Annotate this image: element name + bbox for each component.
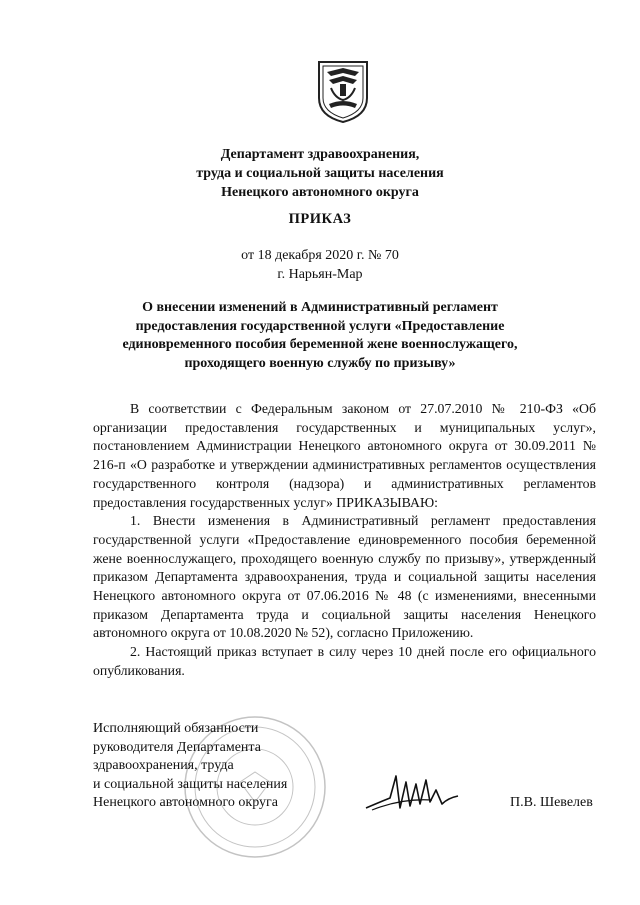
item-2-paragraph: 2. Настоящий приказ вступает в силу через 10 дней после его официального опубликования.: [93, 644, 596, 678]
signatory-title-line: и социальной защиты населения: [93, 776, 288, 792]
document-body: [93, 400, 596, 681]
document-type: ПРИКАЗ: [288, 211, 352, 227]
preamble-paragraph: В соответствии с Федеральным законом от 27.07.2010 № 210-ФЗ «Об организации предоставления государственных и муниципальных услуг», постановлением Администрации Ненецкого автономного округа от 30.09.2011 № 216-п «О разработке и утверждении административных регламентов осуществления государственного контроля (надзора) и административных регламентов предоставления государственных услуг» ПРИКАЗЫВАЮ:: [93, 401, 596, 510]
organization-header: [0, 145, 640, 202]
document-city: г. Нарьян-Мар: [277, 267, 363, 282]
coat-of-arms-icon: [315, 58, 371, 124]
document-subject: [0, 299, 640, 373]
org-line: труда и социальной защиты населения: [196, 166, 444, 181]
org-line: Ненецкого автономного округа: [221, 185, 419, 200]
org-line: Департамент здравоохранения,: [220, 147, 420, 162]
signatory-title-line: Ненецкого автономного округа: [93, 795, 278, 810]
signatory-title: [93, 720, 287, 813]
signatory-title-line: здравоохранения, труда: [93, 758, 234, 773]
item-1-paragraph: 1. Внести изменения в Административный регламент предоставления государственной услуги «Предоставление единовременного пособия беременной жене военнослужащего, проходящего военную службу по призыву», утвержденный приказом Департамента здравоохранения, труда и социальной защиты населения Ненецкого автономного округа от 07.06.2016 № 48 (с изменениями, внесенными приказом Департамента труда и социальной защиты населения Ненецкого автономного округа от 10.08.2020 № 52), согласно Приложению.: [93, 513, 596, 641]
signatory-title-line: руководителя Департамента: [93, 739, 261, 755]
subject-line: О внесении изменений в Административный регламент: [142, 300, 498, 315]
subject-line: проходящего военную службу по призыву»: [184, 355, 456, 371]
subject-line: предоставления государственной услуги «Предоставление: [135, 318, 505, 334]
document-date: от 18 декабря 2020 г. № 70: [241, 248, 399, 263]
document-date-block: [0, 246, 640, 284]
handwritten-signature-icon: [362, 768, 462, 820]
signatory-title-line: Исполняющий обязанности: [93, 721, 259, 736]
subject-line: единовременного пособия беременной жене военнослужащего,: [122, 337, 518, 352]
signatory-name: П.В. Шевелев: [510, 795, 593, 810]
